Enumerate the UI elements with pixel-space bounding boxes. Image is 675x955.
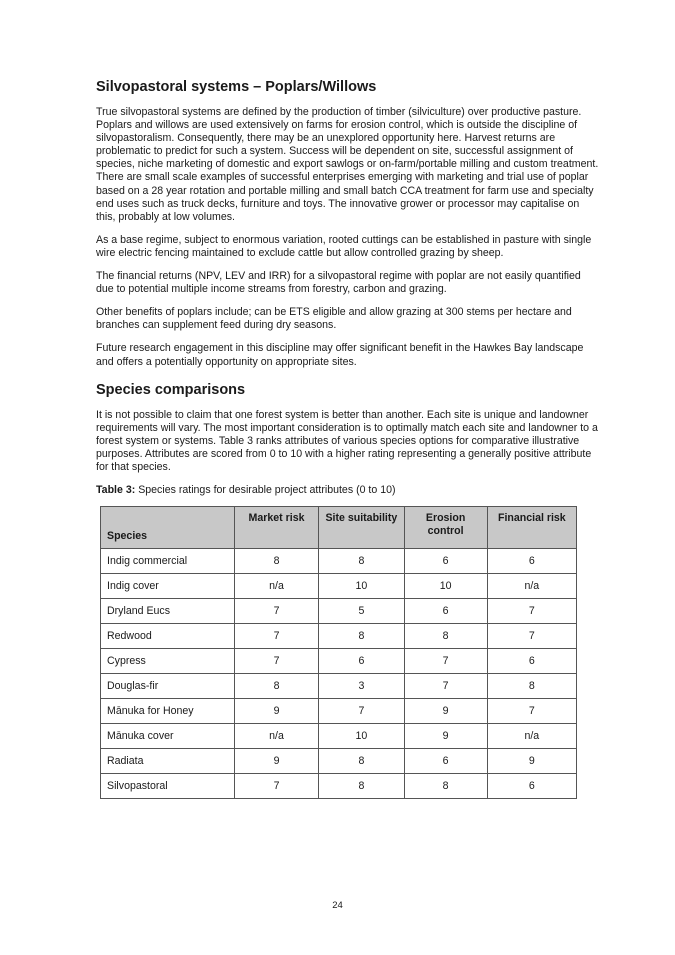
table-row (101, 674, 577, 699)
cell-species: Radiata (101, 749, 235, 774)
cell-market-risk: 8 (234, 674, 319, 699)
cell-financial-risk: 7 (487, 624, 576, 649)
cell-species: Mānuka cover (101, 724, 235, 749)
cell-market-risk: n/a (234, 724, 319, 749)
paragraph: As a base regime, subject to enormous variation, rooted cuttings can be established in pasture with single wire electric fencing maintained to exclude cattle but allow controlled grazing by sheep. (96, 233, 592, 259)
cell-financial-risk: 8 (487, 674, 576, 699)
cell-market-risk: 8 (234, 549, 319, 574)
header-site-suitability: Site suitability (319, 507, 404, 549)
table-row (101, 549, 577, 574)
cell-site-suitability: 10 (319, 574, 404, 599)
cell-site-suitability: 6 (319, 649, 404, 674)
cell-species: Dryland Eucs (101, 599, 235, 624)
cell-market-risk: 9 (234, 749, 319, 774)
cell-erosion-control: 6 (404, 599, 487, 624)
cell-species: Redwood (101, 624, 235, 649)
cell-species: Douglas-fir (101, 674, 235, 699)
table-row (101, 749, 577, 774)
paragraph: It is not possible to claim that one forest system is better than another. Each site is unique and landowner requirements will vary. The most important consideration is to optimally match each site and landowner to a forest system or systems. Table 3 ranks attributes of various species options for comparative illustrative purposes. Attributes are scored from 0 to 10 with a higher rating representing a generally positive attribute for that species. (96, 408, 598, 473)
cell-financial-risk: 9 (487, 749, 576, 774)
table-caption-label: Table 3: (96, 484, 136, 497)
cell-financial-risk: 6 (487, 549, 576, 574)
cell-financial-risk: 7 (487, 599, 576, 624)
cell-financial-risk: n/a (487, 574, 576, 599)
table-row (101, 624, 577, 649)
cell-market-risk: n/a (234, 574, 319, 599)
table-row (101, 599, 577, 624)
cell-site-suitability: 8 (319, 624, 404, 649)
cell-erosion-control: 9 (404, 724, 487, 749)
cell-financial-risk: 6 (487, 774, 576, 799)
cell-erosion-control: 8 (404, 774, 487, 799)
section-heading-silvopastoral: Silvopastoral systems – Poplars/Willows (96, 79, 377, 95)
cell-erosion-control: 6 (404, 549, 487, 574)
paragraph: The financial returns (NPV, LEV and IRR) for a silvopastoral regime with poplar are not easily quantified due to potential multiple income streams from forestry, carbon and grazing. (96, 270, 581, 296)
table-row (101, 774, 577, 799)
cell-site-suitability: 10 (319, 724, 404, 749)
cell-species: Indig cover (101, 574, 235, 599)
cell-market-risk: 7 (234, 774, 319, 799)
cell-site-suitability: 5 (319, 599, 404, 624)
header-financial-risk: Financial risk (487, 507, 576, 549)
table-row (101, 724, 577, 749)
document-page (96, 78, 601, 799)
cell-site-suitability: 7 (319, 699, 404, 724)
cell-market-risk: 9 (234, 699, 319, 724)
cell-market-risk: 7 (234, 624, 319, 649)
page-number: 24 (332, 900, 343, 911)
cell-financial-risk: 7 (487, 699, 576, 724)
section-heading-species-comparisons: Species comparisons (96, 381, 246, 398)
cell-species: Mānuka for Honey (101, 699, 235, 724)
cell-erosion-control: 7 (404, 649, 487, 674)
cell-site-suitability: 8 (319, 774, 404, 799)
cell-erosion-control: 9 (404, 699, 487, 724)
cell-erosion-control: 8 (404, 624, 487, 649)
table-header-row (101, 507, 577, 549)
table-row (101, 699, 577, 724)
cell-erosion-control: 6 (404, 749, 487, 774)
paragraph: True silvopastoral systems are defined by the production of timber (silviculture) over productive pasture. Poplars and willows are used extensively on farms for erosion control, which is outside the discipline of silvopastoralism. Consequently, there may be an unexplored opportunity here. Harvest returns are problematic to predict for such a system. Success will be dependent on site, successful assignment of species, niche marketing of domestic and export sawlogs or on-farm/portable milling and custom treatment. There are small scale examples of successful enterprises emerging with marketing and trial use of poplar based on a 28 year rotation and portable milling and small batch CCA treatment for farm use and specialty end uses such as truck decks, furniture and toys. The innovative grower or processor may capitalise on this, probably at low volumes. (96, 106, 599, 223)
species-ratings-table (100, 506, 577, 799)
cell-site-suitability: 8 (319, 549, 404, 574)
table-row (101, 574, 577, 599)
cell-site-suitability: 8 (319, 749, 404, 774)
cell-market-risk: 7 (234, 649, 319, 674)
paragraph: Future research engagement in this discipline may offer significant benefit in the Hawkes Bay landscape and offers a potentially opportunity on appropriate sites. (96, 342, 584, 368)
cell-species: Cypress (101, 649, 235, 674)
table-caption (96, 484, 601, 497)
header-market-risk: Market risk (234, 507, 319, 549)
cell-species: Indig commercial (101, 549, 235, 574)
cell-species: Silvopastoral (101, 774, 235, 799)
cell-market-risk: 7 (234, 599, 319, 624)
paragraph: Other benefits of poplars include; can be ETS eligible and allow grazing at 300 stems per hectare and branches can supplement feed during dry seasons. (96, 306, 572, 332)
cell-site-suitability: 3 (319, 674, 404, 699)
cell-erosion-control: 10 (404, 574, 487, 599)
header-species: Species (101, 507, 235, 549)
header-erosion-control: Erosion control (404, 507, 487, 549)
cell-erosion-control: 7 (404, 674, 487, 699)
table-row (101, 649, 577, 674)
cell-financial-risk: 6 (487, 649, 576, 674)
cell-financial-risk: n/a (487, 724, 576, 749)
table-caption-text: Species ratings for desirable project attributes (0 to 10) (135, 484, 396, 497)
